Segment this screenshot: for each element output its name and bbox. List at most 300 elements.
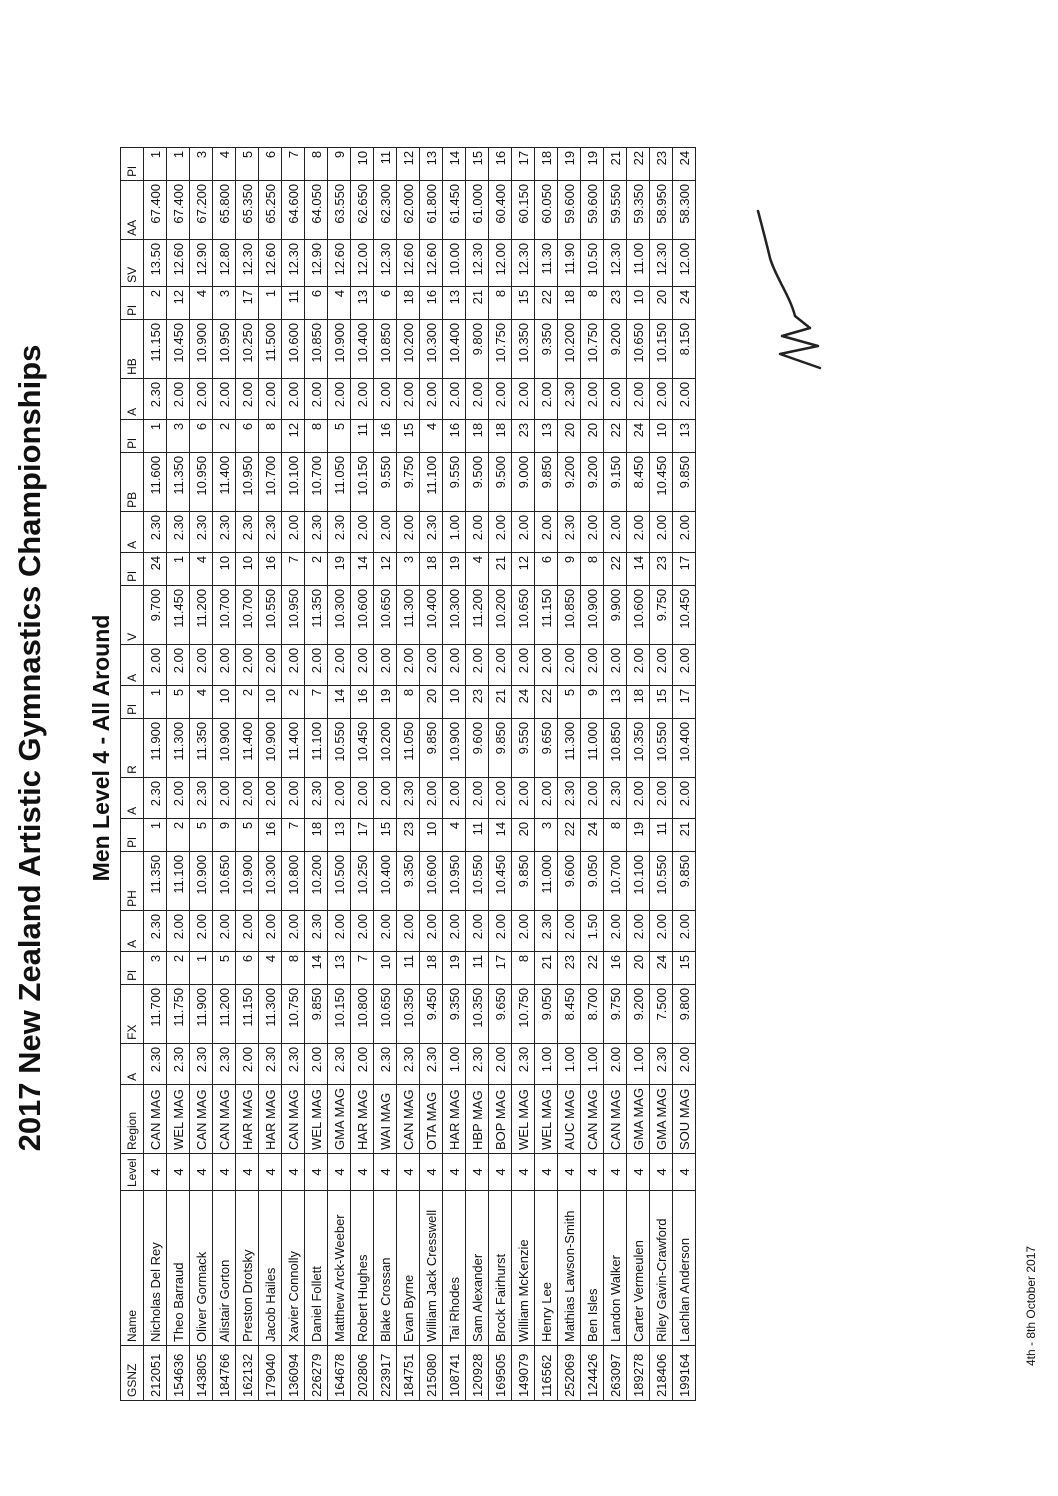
- table-cell: 62.000: [397, 180, 420, 239]
- table-cell: 21: [466, 286, 489, 319]
- table-cell: 9.800: [673, 984, 696, 1043]
- table-cell: 12.90: [190, 239, 213, 286]
- table-cell: 2.00: [397, 910, 420, 951]
- table-cell: Alistair Gorton: [213, 1191, 236, 1346]
- table-cell: 2.30: [213, 1043, 236, 1084]
- table-cell: 2.00: [512, 910, 535, 951]
- table-cell: 252069: [558, 1346, 581, 1401]
- table-cell: 11.000: [581, 718, 604, 777]
- table-cell: 11.100: [305, 718, 328, 777]
- table-cell: 5: [236, 818, 259, 851]
- table-cell: 9.800: [466, 319, 489, 378]
- table-cell: 2.00: [282, 777, 305, 818]
- table-cell: 2.00: [213, 777, 236, 818]
- column-header: Region: [121, 1084, 144, 1153]
- table-cell: Preston Drotsky: [236, 1191, 259, 1346]
- table-cell: 2.00: [167, 378, 190, 419]
- table-cell: 11.30: [535, 239, 558, 286]
- table-cell: 14: [305, 951, 328, 984]
- table-cell: 23: [558, 951, 581, 984]
- table-cell: 6: [305, 286, 328, 319]
- table-header-row: [121, 147, 144, 1400]
- table-cell: 162132: [236, 1346, 259, 1401]
- table-cell: 11.300: [558, 718, 581, 777]
- table-cell: 10.700: [259, 452, 282, 511]
- table-cell: 13: [673, 419, 696, 452]
- table-cell: 19: [374, 685, 397, 718]
- table-cell: 2: [144, 286, 167, 319]
- table-cell: 9.550: [443, 452, 466, 511]
- table-row: [650, 147, 673, 1400]
- table-cell: 2.00: [190, 644, 213, 685]
- table-cell: 2.00: [535, 644, 558, 685]
- table-row: [627, 147, 650, 1400]
- table-cell: 21: [604, 147, 627, 180]
- table-cell: 2.00: [236, 644, 259, 685]
- table-cell: 2.00: [282, 910, 305, 951]
- table-cell: 10.150: [650, 319, 673, 378]
- table-cell: 2.00: [259, 644, 282, 685]
- table-cell: 2.00: [512, 644, 535, 685]
- table-cell: 11.350: [190, 718, 213, 777]
- table-cell: Landon Walker: [604, 1191, 627, 1346]
- table-cell: 2.30: [282, 1043, 305, 1084]
- column-header: HB: [121, 319, 144, 378]
- table-cell: 16: [374, 419, 397, 452]
- table-cell: 2.00: [213, 910, 236, 951]
- table-cell: 4: [673, 1154, 696, 1191]
- table-cell: 4: [213, 1154, 236, 1191]
- table-cell: 2.00: [558, 644, 581, 685]
- table-cell: 2.30: [374, 1043, 397, 1084]
- table-cell: 11.300: [167, 718, 190, 777]
- table-cell: 10.350: [627, 718, 650, 777]
- table-cell: 2.00: [328, 910, 351, 951]
- table-cell: 3: [535, 818, 558, 851]
- table-cell: 12.80: [213, 239, 236, 286]
- table-cell: 13: [535, 419, 558, 452]
- table-cell: 2.30: [167, 1043, 190, 1084]
- table-cell: 2.00: [374, 378, 397, 419]
- table-cell: 12.60: [167, 239, 190, 286]
- table-cell: 10.650: [213, 851, 236, 910]
- table-cell: 10: [650, 419, 673, 452]
- table-cell: 18: [627, 685, 650, 718]
- table-cell: 11.000: [535, 851, 558, 910]
- table-cell: CAN MAG: [604, 1084, 627, 1153]
- table-cell: 2.00: [673, 910, 696, 951]
- table-cell: 4: [328, 286, 351, 319]
- table-cell: 15: [397, 419, 420, 452]
- table-cell: 4: [650, 1154, 673, 1191]
- table-row: [443, 147, 466, 1400]
- table-cell: WEL MAG: [167, 1084, 190, 1153]
- column-header: A: [121, 644, 144, 685]
- table-cell: 10.200: [489, 585, 512, 644]
- table-cell: 10.650: [627, 319, 650, 378]
- table-cell: 12.00: [351, 239, 374, 286]
- table-row: [673, 147, 696, 1400]
- table-cell: 10.450: [351, 718, 374, 777]
- table-cell: 10.300: [443, 585, 466, 644]
- table-cell: 13: [351, 286, 374, 319]
- table-cell: 18: [420, 552, 443, 585]
- table-cell: 12.60: [420, 239, 443, 286]
- table-cell: 2.00: [397, 644, 420, 685]
- table-cell: 16: [489, 147, 512, 180]
- table-cell: 10.300: [328, 585, 351, 644]
- table-cell: 59.350: [627, 180, 650, 239]
- table-row: [466, 147, 489, 1400]
- table-cell: 4: [512, 1154, 535, 1191]
- table-cell: 10: [236, 552, 259, 585]
- table-cell: 4: [167, 1154, 190, 1191]
- table-cell: 64.600: [282, 180, 305, 239]
- table-cell: 10.650: [374, 585, 397, 644]
- table-cell: 9.550: [512, 718, 535, 777]
- table-cell: William Jack Cresswell: [420, 1191, 443, 1346]
- table-cell: 2.00: [236, 777, 259, 818]
- table-cell: 10.400: [374, 851, 397, 910]
- table-cell: 3: [397, 552, 420, 585]
- table-cell: 6: [535, 552, 558, 585]
- table-cell: 10.700: [213, 585, 236, 644]
- table-row: [512, 147, 535, 1400]
- table-cell: 10.600: [420, 851, 443, 910]
- table-cell: 10.250: [351, 851, 374, 910]
- table-cell: 2.30: [144, 511, 167, 552]
- table-cell: 20: [512, 818, 535, 851]
- table-cell: 64.050: [305, 180, 328, 239]
- table-cell: 10.950: [236, 452, 259, 511]
- table-cell: 8: [604, 818, 627, 851]
- table-cell: 2.00: [466, 910, 489, 951]
- table-cell: 21: [489, 552, 512, 585]
- table-cell: 2.00: [650, 910, 673, 951]
- table-cell: 2.00: [535, 378, 558, 419]
- table-cell: 149079: [512, 1346, 535, 1401]
- table-cell: 2.00: [627, 644, 650, 685]
- table-cell: 21: [489, 685, 512, 718]
- table-cell: 2.00: [190, 378, 213, 419]
- table-cell: 10.950: [213, 319, 236, 378]
- table-cell: 2.30: [144, 378, 167, 419]
- table-cell: 2.00: [374, 644, 397, 685]
- table-cell: 21: [535, 951, 558, 984]
- table-cell: 2.30: [213, 511, 236, 552]
- column-header: A: [121, 1043, 144, 1084]
- table-cell: 21: [673, 818, 696, 851]
- table-cell: 60.150: [512, 180, 535, 239]
- table-cell: 12.60: [259, 239, 282, 286]
- signature-image: [740, 206, 840, 376]
- table-cell: 2.00: [512, 378, 535, 419]
- table-cell: 2.00: [351, 511, 374, 552]
- table-cell: 10.750: [489, 319, 512, 378]
- table-cell: 9.850: [420, 718, 443, 777]
- table-cell: 10.50: [581, 239, 604, 286]
- table-cell: 4: [374, 1154, 397, 1191]
- table-cell: 10.750: [282, 984, 305, 1043]
- table-cell: 10.950: [282, 585, 305, 644]
- table-cell: 164678: [328, 1346, 351, 1401]
- table-cell: 17: [351, 818, 374, 851]
- table-cell: 8: [581, 286, 604, 319]
- table-cell: 2.30: [236, 511, 259, 552]
- table-cell: 11.400: [282, 718, 305, 777]
- table-cell: 12.30: [604, 239, 627, 286]
- table-cell: Xavier Connolly: [282, 1191, 305, 1346]
- table-cell: 14: [443, 147, 466, 180]
- table-cell: 22: [558, 818, 581, 851]
- table-cell: 8.450: [558, 984, 581, 1043]
- table-cell: 13: [328, 818, 351, 851]
- table-cell: 2.00: [443, 777, 466, 818]
- table-cell: 2.00: [512, 777, 535, 818]
- table-cell: 8: [305, 419, 328, 452]
- table-cell: 11.050: [397, 718, 420, 777]
- table-cell: 8.450: [627, 452, 650, 511]
- table-cell: 199164: [673, 1346, 696, 1401]
- table-cell: 8.150: [673, 319, 696, 378]
- table-cell: 3: [167, 419, 190, 452]
- table-cell: 19: [581, 147, 604, 180]
- table-cell: 2.00: [213, 644, 236, 685]
- table-cell: 4: [328, 1154, 351, 1191]
- table-cell: 10.550: [650, 718, 673, 777]
- table-cell: 10.400: [351, 319, 374, 378]
- table-cell: 2.00: [627, 378, 650, 419]
- table-cell: 2.30: [144, 1043, 167, 1084]
- table-cell: 1: [190, 951, 213, 984]
- table-cell: 10: [420, 818, 443, 851]
- table-cell: 14: [328, 685, 351, 718]
- table-cell: 4: [213, 147, 236, 180]
- table-cell: 2.30: [305, 511, 328, 552]
- table-cell: 4: [558, 1154, 581, 1191]
- table-cell: 10.400: [673, 718, 696, 777]
- table-cell: GMA MAG: [328, 1084, 351, 1153]
- table-cell: Daniel Follett: [305, 1191, 328, 1346]
- table-cell: 7: [305, 685, 328, 718]
- table-cell: 19: [443, 552, 466, 585]
- table-cell: 108741: [443, 1346, 466, 1401]
- table-cell: 16: [443, 419, 466, 452]
- table-cell: 23: [604, 286, 627, 319]
- table-cell: 3: [213, 286, 236, 319]
- table-cell: 2.00: [397, 378, 420, 419]
- table-cell: 10.950: [443, 851, 466, 910]
- table-cell: Robert Hughes: [351, 1191, 374, 1346]
- table-cell: 2.00: [650, 378, 673, 419]
- table-cell: 62.650: [351, 180, 374, 239]
- table-cell: 9.200: [558, 452, 581, 511]
- table-cell: 19: [328, 552, 351, 585]
- table-body: [144, 147, 696, 1400]
- table-cell: 2.00: [650, 644, 673, 685]
- table-cell: 10.600: [282, 319, 305, 378]
- table-cell: 2.00: [489, 511, 512, 552]
- table-cell: GMA MAG: [650, 1084, 673, 1153]
- table-cell: 2.00: [351, 644, 374, 685]
- table-cell: 1: [167, 552, 190, 585]
- table-cell: 1.00: [627, 1043, 650, 1084]
- table-cell: WEL MAG: [512, 1084, 535, 1153]
- table-cell: 10: [213, 552, 236, 585]
- table-cell: 11.150: [535, 585, 558, 644]
- table-cell: 9.200: [627, 984, 650, 1043]
- table-cell: 10.300: [259, 851, 282, 910]
- table-cell: 14: [489, 818, 512, 851]
- column-header: A: [121, 511, 144, 552]
- table-cell: 2.30: [558, 511, 581, 552]
- table-cell: 1: [259, 286, 282, 319]
- table-cell: 2.00: [420, 378, 443, 419]
- column-header: Level: [121, 1154, 144, 1191]
- table-cell: WEL MAG: [305, 1084, 328, 1153]
- table-cell: 7: [282, 147, 305, 180]
- table-cell: Mathias Lawson-Smith: [558, 1191, 581, 1346]
- table-cell: 2.00: [282, 378, 305, 419]
- table-cell: 4: [466, 552, 489, 585]
- table-cell: HAR MAG: [259, 1084, 282, 1153]
- table-cell: 12: [167, 286, 190, 319]
- table-cell: 2.00: [351, 777, 374, 818]
- table-cell: 2.00: [282, 511, 305, 552]
- table-cell: 20: [420, 685, 443, 718]
- table-cell: HBP MAG: [466, 1084, 489, 1153]
- table-row: [282, 147, 305, 1400]
- table-cell: 9.900: [604, 585, 627, 644]
- table-cell: 4: [351, 1154, 374, 1191]
- table-cell: 22: [604, 552, 627, 585]
- table-cell: 22: [604, 419, 627, 452]
- table-cell: 8: [512, 951, 535, 984]
- table-cell: 2.00: [673, 644, 696, 685]
- table-cell: 6: [374, 286, 397, 319]
- table-cell: 2.00: [466, 378, 489, 419]
- table-cell: 20: [627, 951, 650, 984]
- table-cell: 4: [420, 419, 443, 452]
- table-cell: 10.450: [673, 585, 696, 644]
- table-cell: 19: [627, 818, 650, 851]
- table-cell: 17: [673, 552, 696, 585]
- table-cell: 2.00: [558, 910, 581, 951]
- table-cell: 18: [489, 419, 512, 452]
- table-cell: 120928: [466, 1346, 489, 1401]
- table-cell: 11: [351, 419, 374, 452]
- column-header: PB: [121, 452, 144, 511]
- table-cell: 2: [167, 818, 190, 851]
- table-cell: 10.200: [305, 851, 328, 910]
- table-cell: 13: [443, 286, 466, 319]
- table-cell: 2.00: [351, 910, 374, 951]
- table-cell: 18: [420, 951, 443, 984]
- table-cell: 4: [259, 1154, 282, 1191]
- table-cell: 65.800: [213, 180, 236, 239]
- document-subtitle: Men Level 4 - All Around: [88, 614, 114, 882]
- table-cell: 20: [650, 286, 673, 319]
- table-cell: 2.00: [443, 910, 466, 951]
- table-cell: 5: [213, 951, 236, 984]
- table-cell: 4: [466, 1154, 489, 1191]
- table-cell: 11.200: [466, 585, 489, 644]
- table-cell: 2.00: [328, 644, 351, 685]
- table-cell: 9: [558, 552, 581, 585]
- table-cell: 202806: [351, 1346, 374, 1401]
- table-cell: 5: [190, 818, 213, 851]
- table-cell: 11.00: [627, 239, 650, 286]
- table-cell: 61.450: [443, 180, 466, 239]
- table-cell: 10: [351, 147, 374, 180]
- table-cell: 12.30: [236, 239, 259, 286]
- table-cell: 2.00: [144, 644, 167, 685]
- table-cell: 13.50: [144, 239, 167, 286]
- table-cell: 12.90: [305, 239, 328, 286]
- table-cell: 23: [466, 685, 489, 718]
- table-cell: 154636: [167, 1346, 190, 1401]
- table-row: [420, 147, 443, 1400]
- table-cell: 22: [535, 286, 558, 319]
- table-cell: 2.00: [259, 777, 282, 818]
- table-cell: 11.450: [167, 585, 190, 644]
- table-cell: 62.300: [374, 180, 397, 239]
- table-cell: 10.750: [512, 984, 535, 1043]
- table-cell: 65.250: [259, 180, 282, 239]
- table-cell: 2.00: [627, 777, 650, 818]
- table-cell: 63.550: [328, 180, 351, 239]
- table-cell: 4: [627, 1154, 650, 1191]
- table-cell: CAN MAG: [190, 1084, 213, 1153]
- table-cell: 18: [466, 419, 489, 452]
- table-cell: 11.90: [558, 239, 581, 286]
- table-cell: 4: [259, 951, 282, 984]
- table-cell: 2.00: [213, 378, 236, 419]
- table-cell: 12.30: [650, 239, 673, 286]
- table-cell: 22: [627, 147, 650, 180]
- table-cell: 2.00: [305, 644, 328, 685]
- table-cell: 16: [259, 818, 282, 851]
- table-cell: 2.00: [466, 777, 489, 818]
- table-cell: 2.00: [397, 511, 420, 552]
- table-cell: 10.200: [374, 718, 397, 777]
- table-row: [535, 147, 558, 1400]
- table-cell: WAI MAG: [374, 1084, 397, 1153]
- table-cell: 10.00: [443, 239, 466, 286]
- table-cell: 2.30: [328, 511, 351, 552]
- column-header: Pl: [121, 286, 144, 319]
- table-cell: 2.00: [466, 644, 489, 685]
- table-cell: 1.00: [558, 1043, 581, 1084]
- table-cell: 1: [144, 147, 167, 180]
- table-cell: 11.100: [420, 452, 443, 511]
- table-cell: 10.300: [420, 319, 443, 378]
- table-cell: 6: [236, 419, 259, 452]
- table-cell: 2.00: [305, 378, 328, 419]
- table-cell: 9.750: [650, 585, 673, 644]
- table-cell: 11.400: [236, 718, 259, 777]
- table-cell: Matthew Arck-Weeber: [328, 1191, 351, 1346]
- table-cell: 2.00: [420, 910, 443, 951]
- table-cell: 1: [144, 818, 167, 851]
- column-header: Pl: [121, 147, 144, 180]
- table-cell: 1.00: [443, 1043, 466, 1084]
- table-cell: 2.30: [305, 910, 328, 951]
- table-cell: 11.300: [397, 585, 420, 644]
- table-cell: 10.400: [443, 319, 466, 378]
- table-cell: 59.600: [558, 180, 581, 239]
- table-cell: 2.00: [351, 378, 374, 419]
